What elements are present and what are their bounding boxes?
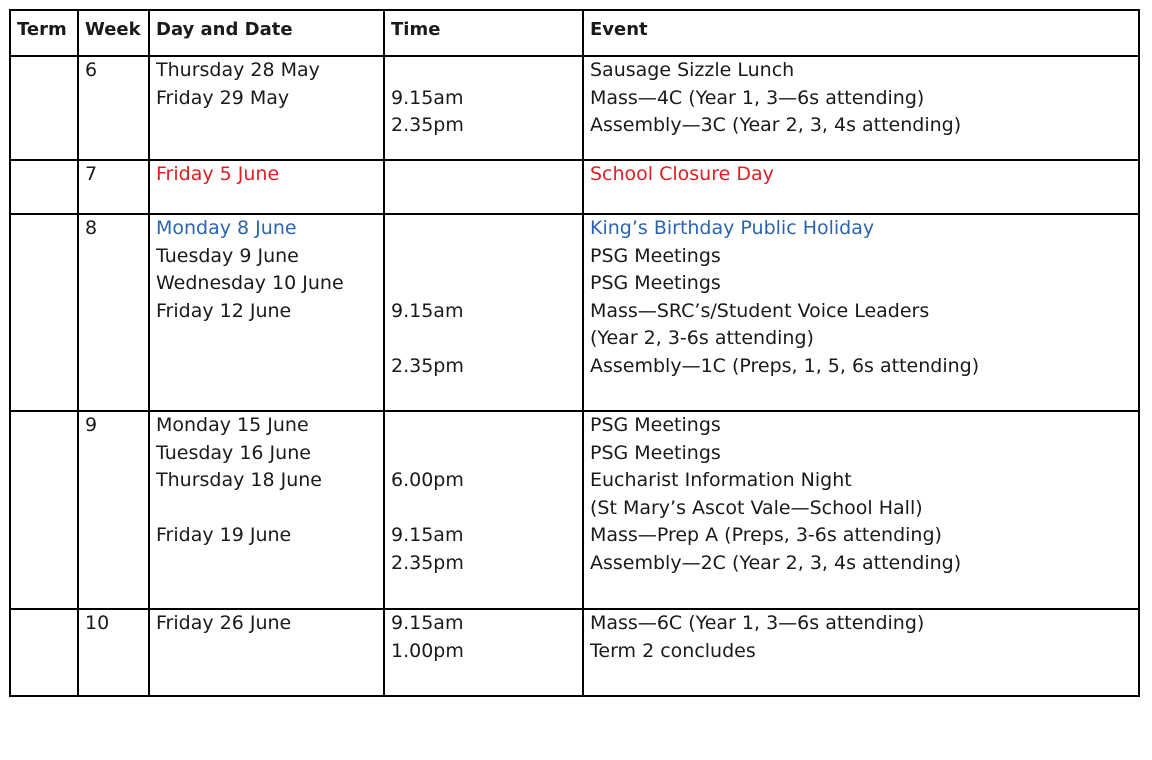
time-cell [384, 609, 583, 696]
event-line: Mass—6C (Year 1, 3—6s attending) [590, 612, 925, 634]
week-cell: 9 [78, 411, 149, 609]
time-cell [384, 160, 583, 214]
closure-date: Friday 5 June [156, 163, 280, 185]
table-row [10, 56, 1139, 160]
term-cell [10, 160, 78, 214]
event-cell [583, 609, 1139, 696]
date-line: Friday 12 June [156, 299, 292, 322]
calendar-table [9, 9, 1140, 697]
event-line: Assembly—3C (Year 2, 3, 4s attending) [590, 114, 962, 137]
event-line: Mass—4C (Year 1, 3—6s attending) [590, 86, 925, 109]
closure-event: School Closure Day [590, 163, 774, 185]
time-line [391, 161, 576, 189]
header-time: Time [384, 10, 583, 56]
week-cell: 8 [78, 214, 149, 411]
term-cell [10, 609, 78, 696]
date-line [156, 353, 377, 381]
event-line: PSG Meetings [590, 272, 721, 295]
date-line: Wednesday 10 June [156, 272, 344, 295]
time-line [391, 215, 576, 243]
date-cell [149, 160, 384, 214]
header-event: Event [583, 10, 1139, 56]
date-line [156, 638, 377, 666]
time-line: 2.35pm [391, 354, 464, 377]
time-line: 2.35pm [391, 114, 464, 137]
event-line: Mass—Prep A (Preps, 3-6s attending) [590, 524, 942, 547]
term-cell [10, 214, 78, 411]
event-line: Sausage Sizzle Lunch [590, 59, 795, 81]
time-line: 6.00pm [391, 469, 464, 492]
time-line [391, 325, 576, 353]
date-line: Thursday 28 May [156, 59, 320, 81]
holiday-event: King’s Birthday Public Holiday [590, 217, 875, 239]
time-line [391, 57, 576, 85]
time-line [391, 243, 576, 271]
time-line: 9.15am [391, 524, 464, 547]
event-cell [583, 56, 1139, 160]
event-cell [583, 160, 1139, 214]
week-cell: 10 [78, 609, 149, 696]
date-line [156, 325, 377, 353]
table-row [10, 214, 1139, 411]
time-cell [384, 56, 583, 160]
event-line: Term 2 concludes [590, 639, 756, 662]
time-line: 9.15am [391, 612, 464, 634]
time-line: 9.15am [391, 299, 464, 322]
date-line [156, 112, 377, 140]
header-week: Week [78, 10, 149, 56]
header-day-and-date: Day and Date [149, 10, 384, 56]
event-line: PSG Meetings [590, 244, 721, 267]
event-line: Mass—SRC’s/Student Voice Leaders [590, 299, 930, 322]
time-line [391, 440, 576, 468]
time-line: 1.00pm [391, 639, 464, 662]
header-term: Term [10, 10, 78, 56]
event-line: Assembly—2C (Year 2, 3, 4s attending) [590, 551, 962, 574]
date-cell [149, 411, 384, 609]
time-line [391, 412, 576, 440]
date-line: Thursday 18 June [156, 469, 322, 492]
event-line: PSG Meetings [590, 441, 721, 464]
event-line: Eucharist Information Night [590, 469, 852, 492]
time-line [391, 270, 576, 298]
date-line [156, 495, 377, 523]
holiday-date: Monday 8 June [156, 217, 297, 239]
date-cell [149, 56, 384, 160]
table-row [10, 160, 1139, 214]
date-cell [149, 214, 384, 411]
table-row [10, 411, 1139, 609]
term-cell [10, 56, 78, 160]
event-line: (St Mary’s Ascot Vale—School Hall) [590, 496, 923, 519]
event-line: PSG Meetings [590, 414, 721, 436]
header-row [10, 10, 1139, 56]
time-line: 2.35pm [391, 551, 464, 574]
event-cell [583, 214, 1139, 411]
date-line: Tuesday 16 June [156, 441, 311, 464]
event-line: Assembly—1C (Preps, 1, 5, 6s attending) [590, 354, 980, 377]
date-line: Tuesday 9 June [156, 244, 299, 267]
term-cell [10, 411, 78, 609]
date-line [156, 550, 377, 578]
week-cell: 6 [78, 56, 149, 160]
time-line [391, 495, 576, 523]
time-cell [384, 411, 583, 609]
event-line: (Year 2, 3-6s attending) [590, 327, 814, 350]
date-line: Friday 26 June [156, 612, 292, 634]
table-row [10, 609, 1139, 696]
time-line: 9.15am [391, 86, 464, 109]
date-line: Monday 15 June [156, 414, 309, 436]
week-cell: 7 [78, 160, 149, 214]
date-line: Friday 29 May [156, 86, 290, 109]
date-cell [149, 609, 384, 696]
date-line: Friday 19 June [156, 524, 292, 547]
time-cell [384, 214, 583, 411]
event-cell [583, 411, 1139, 609]
